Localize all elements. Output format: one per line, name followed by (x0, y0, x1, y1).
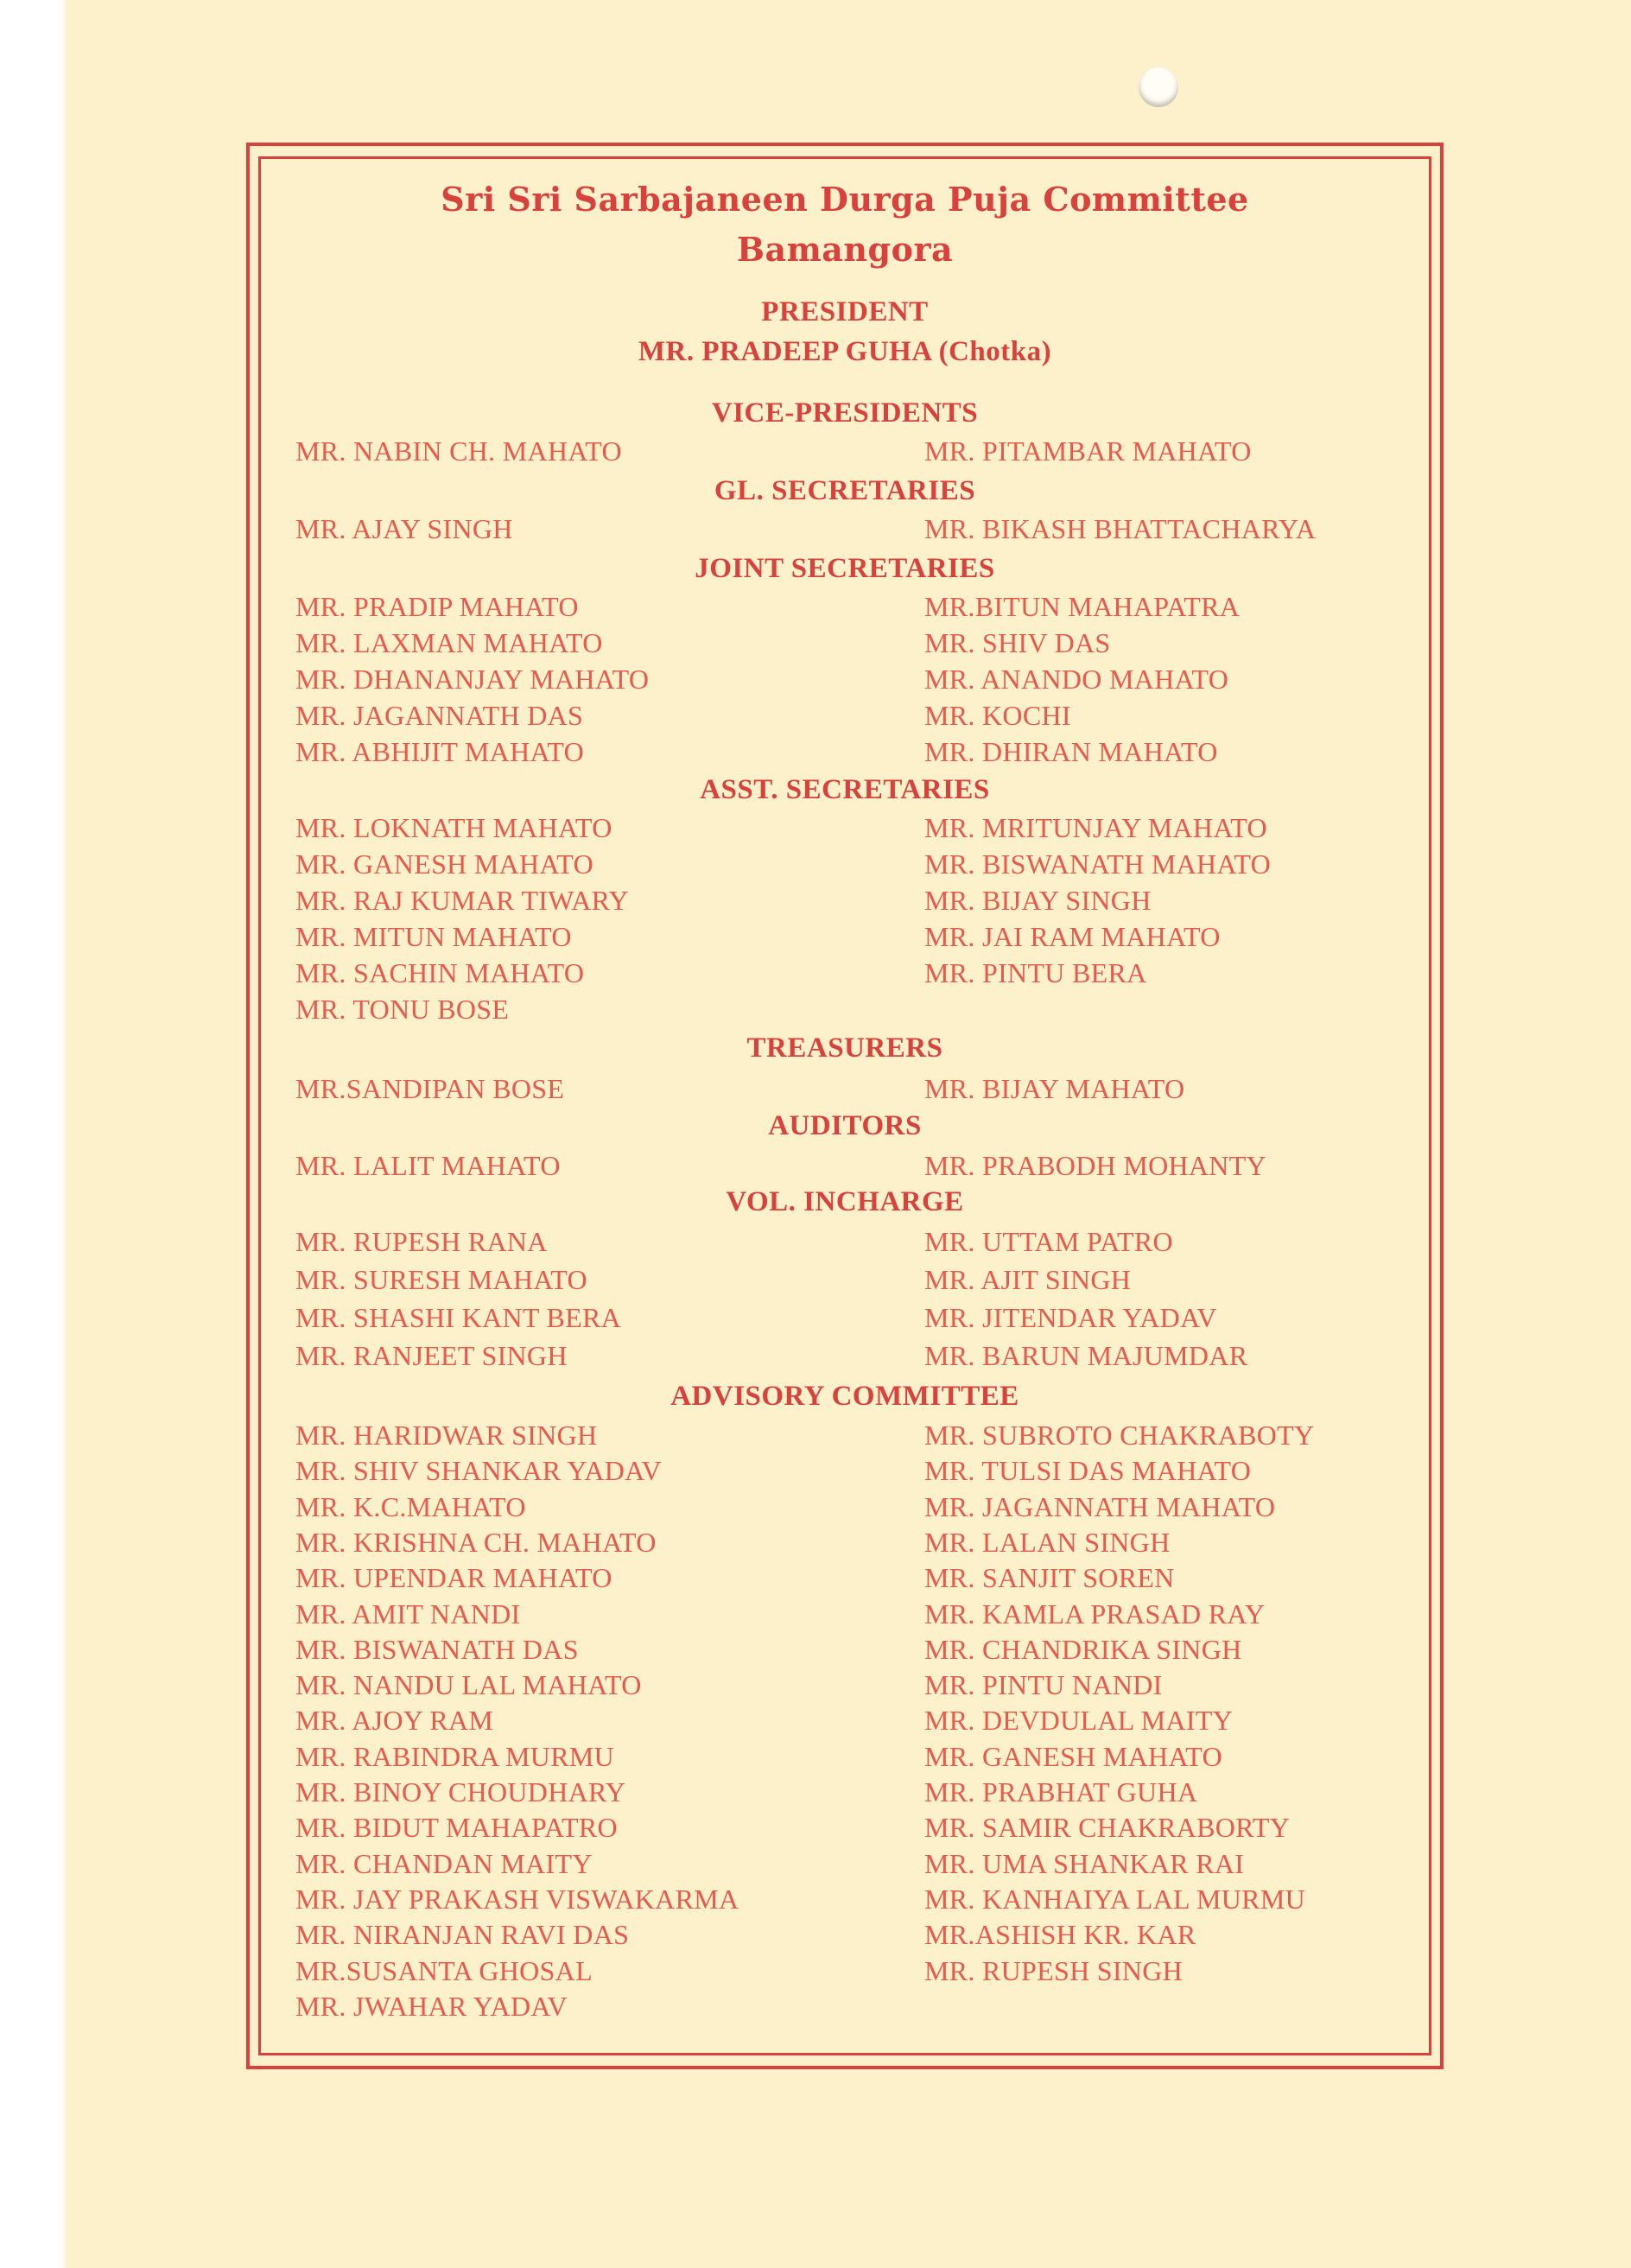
vol-incharge-name: MR. BARUN MAJUMDAR (924, 1340, 1248, 1371)
advisory-member-name: MR. GANESH MAHATO (924, 1740, 1222, 1772)
advisory-member-name: MR. CHANDRIKA SINGH (924, 1633, 1242, 1665)
joint-secretary-name: MR. ANANDO MAHATO (924, 664, 1229, 695)
asst-secretary-name: MR. SACHIN MAHATO (295, 957, 585, 988)
advisory-member-name: MR. NIRANJAN RAVI DAS (295, 1919, 630, 1951)
advisory-member-name: MR. PINTU NANDI (924, 1669, 1163, 1701)
advisory-member-name: MR. AJOY RAM (295, 1705, 494, 1737)
advisory-member-name: MR. SANJIT SOREN (924, 1562, 1175, 1594)
asst-secretary-name: MR. MRITUNJAY MAHATO (924, 812, 1267, 843)
advisory-member-name: MR. KRISHNA CH. MAHATO (295, 1526, 657, 1558)
vol-incharge-name: MR. UTTAM PATRO (924, 1226, 1173, 1257)
advisory-member-name: MR. PRABHAT GUHA (924, 1776, 1198, 1807)
joint-secretary-name: MR. DHIRAN MAHATO (924, 736, 1218, 767)
joint-secretary-name: MR. JAGANNATH DAS (295, 700, 584, 731)
advisory-member-name: MR. JAGANNATH MAHATO (924, 1490, 1276, 1522)
vice-president-name: MR. NABIN CH. MAHATO (295, 435, 622, 467)
asst-secretary-name: MR. GANESH MAHATO (295, 848, 593, 880)
joint-secretary-name: MR. SHIV DAS (924, 627, 1111, 658)
vol-incharge-name: MR. RUPESH RANA (295, 1226, 548, 1257)
vol-incharge-name: MR. RANJEET SINGH (295, 1340, 568, 1371)
joint-secretary-name: MR. PRADIP MAHATO (295, 591, 579, 622)
president-name: MR. PRADEEP GUHA (Chotka) (638, 336, 1052, 367)
advisory-member-name: MR. HARIDWAR SINGH (295, 1420, 598, 1451)
vol-incharge-heading: VOL. INCHARGE (726, 1186, 964, 1217)
asst-secretary-name: MR. MITUN MAHATO (295, 921, 572, 952)
vol-incharge-name: MR. AJIT SINGH (924, 1264, 1132, 1295)
advisory-member-name: MR. SUBROTO CHAKRABOTY (924, 1420, 1315, 1451)
treasurer-name: MR.SANDIPAN BOSE (295, 1073, 565, 1104)
president-heading: PRESIDENT (761, 296, 929, 327)
advisory-member-name: MR. SAMIR CHAKRABORTY (924, 1812, 1291, 1844)
advisory-member-name: MR. RUPESH SINGH (924, 1954, 1184, 1986)
auditor-name: MR. LALIT MAHATO (295, 1150, 561, 1181)
vice-president-name: MR. PITAMBAR MAHATO (924, 435, 1252, 467)
advisory-member-name: MR. AMIT NANDI (295, 1598, 521, 1630)
advisory-member-name: MR. TULSI DAS MAHATO (924, 1455, 1252, 1487)
joint-secretary-name: MR. ABHIJIT MAHATO (295, 736, 585, 767)
gl-secretary-name: MR. AJAY SINGH (295, 513, 513, 544)
advisory-member-name: MR.ASHISH KR. KAR (924, 1919, 1196, 1951)
asst-secretary-name: MR. RAJ KUMAR TIWARY (295, 885, 629, 916)
committee-location: Bamangora (736, 230, 954, 269)
advisory-member-name: MR. BISWANATH DAS (295, 1633, 579, 1665)
advisory-member-name: MR. BIDUT MAHAPATRO (295, 1812, 618, 1844)
gl-secretaries-heading: GL. SECRETARIES (714, 475, 976, 506)
advisory-member-name: MR. DEVDULAL MAITY (924, 1705, 1234, 1737)
advisory-member-name: MR. SHIV SHANKAR YADAV (295, 1455, 662, 1487)
treasurer-name: MR. BIJAY MAHATO (924, 1073, 1185, 1104)
advisory-member-name: MR. LALAN SINGH (924, 1526, 1171, 1558)
treasurers-heading: TREASURERS (746, 1032, 943, 1064)
vol-incharge-name: MR. SHASHI KANT BERA (295, 1302, 622, 1333)
advisory-member-name: MR. KAMLA PRASAD RAY (924, 1598, 1266, 1630)
asst-secretary-name: MR. PINTU BERA (924, 957, 1147, 988)
advisory-committee-heading: ADVISORY COMMITTEE (670, 1381, 1019, 1412)
paper-edge (0, 0, 67, 2268)
advisory-member-name: MR. BINOY CHOUDHARY (295, 1776, 626, 1807)
vol-incharge-name: MR. SURESH MAHATO (295, 1264, 587, 1295)
gl-secretary-name: MR. BIKASH BHATTACHARYA (924, 513, 1317, 544)
asst-secretary-name: MR. TONU BOSE (295, 994, 510, 1025)
joint-secretary-name: MR. LAXMAN MAHATO (295, 627, 603, 658)
joint-secretary-name: MR. DHANANJAY MAHATO (295, 664, 650, 695)
committee-title: Sri Sri Sarbajaneen Durga Puja Committee (441, 180, 1249, 219)
joint-secretary-name: MR. KOCHI (924, 700, 1071, 731)
auditor-name: MR. PRABODH MOHANTY (924, 1150, 1266, 1181)
asst-secretary-name: MR. BISWANATH MAHATO (924, 848, 1271, 880)
advisory-member-name: MR.SUSANTA GHOSAL (295, 1954, 593, 1986)
advisory-member-name: MR. JWAHAR YADAV (295, 1990, 568, 2022)
asst-secretary-name: MR. JAI RAM MAHATO (924, 921, 1221, 952)
joint-secretary-name: MR.BITUN MAHAPATRA (924, 591, 1241, 622)
joint-secretaries-heading: JOINT SECRETARIES (695, 553, 995, 584)
advisory-member-name: MR. K.C.MAHATO (295, 1490, 526, 1522)
advisory-member-name: MR. RABINDRA MURMU (295, 1740, 615, 1772)
advisory-member-name: MR. JAY PRAKASH VISWAKARMA (295, 1883, 739, 1915)
auditors-heading: AUDITORS (768, 1110, 922, 1141)
asst-secretaries-heading: ASST. SECRETARIES (700, 774, 990, 805)
asst-secretary-name: MR. LOKNATH MAHATO (295, 812, 612, 843)
asst-secretary-name: MR. BIJAY SINGH (924, 885, 1152, 916)
advisory-member-name: MR. CHANDAN MAITY (295, 1847, 593, 1879)
advisory-member-name: MR. UMA SHANKAR RAI (924, 1847, 1245, 1879)
vice-presidents-heading: VICE-PRESIDENTS (711, 397, 979, 429)
vol-incharge-name: MR. JITENDAR YADAV (924, 1302, 1217, 1333)
punch-hole (1139, 67, 1178, 107)
advisory-member-name: MR. UPENDAR MAHATO (295, 1562, 612, 1594)
advisory-member-name: MR. KANHAIYA LAL MURMU (924, 1883, 1305, 1915)
advisory-member-name: MR. NANDU LAL MAHATO (295, 1669, 642, 1701)
